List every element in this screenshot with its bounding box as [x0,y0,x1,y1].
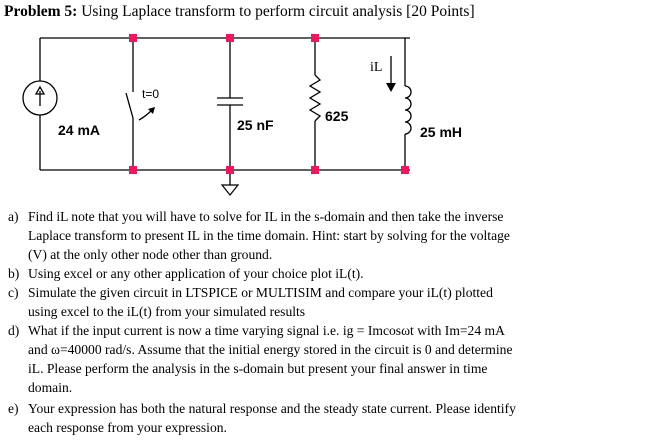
inductor-coil-icon [405,86,411,134]
problem-title: Using Laplace transform to perform circuit analysis [20 Points] [81,3,475,20]
current-label: iL [370,60,383,75]
question-text-line: Your expression has both the natural response and the steady state current. Please identify [28,401,516,416]
inductor-label: 25 mH [420,124,463,140]
switch-blade-icon [126,93,133,118]
question-text-line: iL. Please perform the analysis in the s-domain but present your final answer in time [28,361,488,376]
switch-arrow-icon [139,110,152,120]
current-arrow-head [386,83,396,92]
circuit-diagram [0,0,653,210]
question-label: b) [8,266,20,281]
question-label: e) [8,401,19,416]
resistor-zigzag-icon [310,75,320,121]
question-label: d) [8,323,20,338]
question-text-line: What if the input current is now a time varying signal i.e. ig = Imcosωt with Im=24 mA [28,323,505,338]
switch-label: t=0 [142,87,160,101]
resistor-label: 625 [325,108,349,124]
question-text-line: Using excel or any other application of your choice plot iL(t). [28,266,364,281]
question-text-line: and ω=40000 rad/s. Assume that the initial energy stored in the circuit is 0 and determine [28,342,513,357]
question-text-line: domain. [28,380,73,395]
capacitor-label: 25 nF [237,117,274,133]
source-label: 24 mA [58,122,101,138]
question-label: a) [8,209,19,224]
question-text-line: Simulate the given circuit in LTSPICE or MULTISIM and compare your iL(t) plotted [28,285,493,300]
question-text-line: (V) at the only other node other than ground. [28,247,273,262]
question-text-line: Laplace transform to present IL in the time domain. Hint: start by solving for the voltage [28,228,510,243]
ground-icon [222,185,238,195]
question-text-line: using excel to the iL(t) from your simulated results [28,304,306,319]
question-text-line: Find iL note that you will have to solve for IL in the s-domain and then take the inverse [28,209,504,224]
problem-label: Problem 5: [4,3,78,20]
question-text-line: each response from your expression. [28,420,227,435]
question-label: c) [8,285,19,300]
